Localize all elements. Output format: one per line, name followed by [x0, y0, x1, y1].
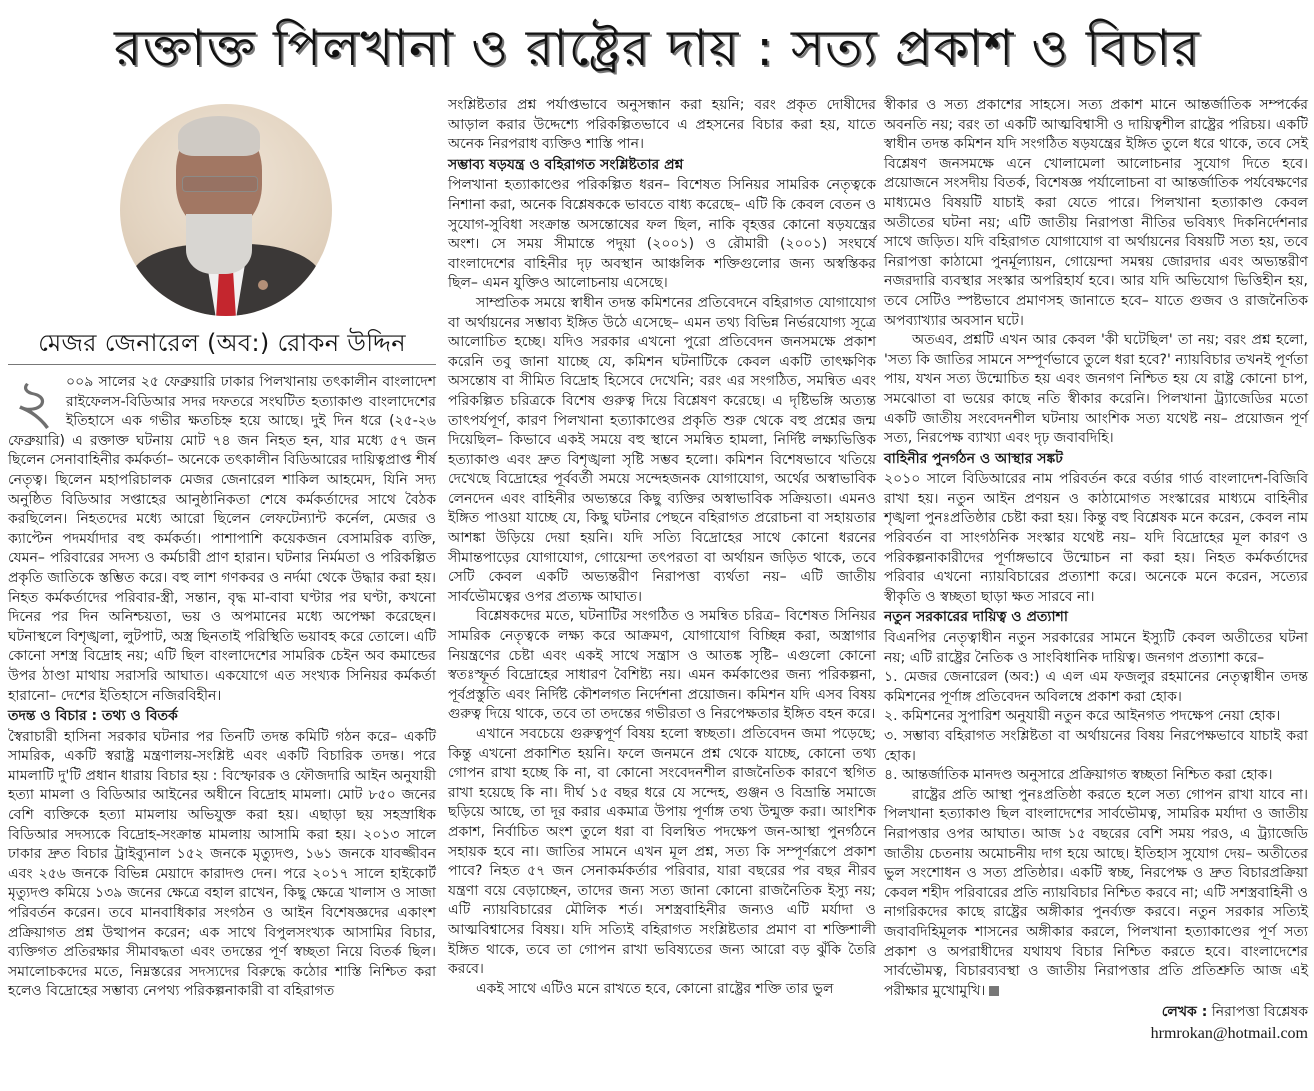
paragraph-analysts: বিশ্লেষকদের মতে, ঘটনাটির সংগঠিত ও সমন্বিত চরিত্র– বিশেষত সিনিয়র সামরিক নেতৃত্বকে লক্ষ্য করে আক্রমণ, যোগাযোগ বিচ্ছিন্ন করা, অস্ত্রাগার নিয়ন্ত্রণের চেষ্টা এবং একই সাথে সন্ত্রাস ও আতঙ্ক সৃষ্টি– এগুলো কোনো স্বতঃস্ফূর্ত বিদ্রোহের সাধারণ বৈশিষ্ট্য নয়। এমন কর্মকাণ্ডের জন্য পরিকল্পনা, পূর্বপ্রস্তুতি এবং নির্দিষ্ট কৌশলগত নির্দেশনা প্রয়োজন। কমিশন যদি এসব বিষয় গুরুত্ব দিয়ে থাকে, তবে তা তদন্তের গভীরতা ও নিরপেক্ষতার ইঙ্গিত বহন করে। [448, 608, 876, 723]
demand-item: ৪. আন্তর্জাতিক মানদণ্ড অনুসারে প্রক্রিয়াগত স্বচ্ছতা নিশ্চিত করা হোক। [884, 767, 1273, 784]
column-3 [884, 96, 1308, 1045]
paragraph-state-strength: একই সাথে এটিও মনে রাখতে হবে, কোনো রাষ্ট্রের শক্তি তার ভুল [476, 980, 834, 997]
demands-list [884, 668, 1308, 786]
column-1 [8, 96, 436, 1002]
subhead-investigation: তদন্ত ও বিচার : তথ্য ও বিতর্ক [8, 708, 178, 725]
author-photo-area [8, 96, 436, 324]
paragraph-continued: সংশ্লিষ্টতার প্রশ্ন পর্যাপ্তভাবে অনুসন্ধান করা হয়নি; বরং প্রকৃত দোষীদের আড়াল করার উদ্দেশ্যে পরিকল্পিতভাবে এ প্রহসনের বিচার করা হয়, যাতে অনেক নিরপরাধ ব্যক্তিও শাস্তি পান। [448, 97, 876, 153]
photo-hair [178, 116, 260, 156]
article-headline: রক্তাক্ত পিলখানা ও রাষ্ট্রের দায় : সত্য প্রকাশ ও বিচার [113, 19, 1201, 77]
subhead-new-government: নতুন সরকারের দায়িত্ব ও প্রত্যাশা [884, 609, 1068, 626]
intro-paragraph [8, 373, 436, 706]
paragraph-investigation: স্বৈরাচারী হাসিনা সরকার ঘটনার পর তিনটি তদন্ত কমিটি গঠন করে– একটি সামরিক, একটি স্বরাষ্ট্র মন্ত্রণালয়-সংশ্লিষ্ট এবং একটি বিচারিক তদন্ত। পরে মামলাটি দু'টি প্রধান ধারায় বিচার হয় : বিস্ফোরক ও ফৌজদারি আইন অনুযায়ী হত্যা মামলা ও বিডিআর আইনের অধীনে বিদ্রোহ মামলা। মোট ৮৫০ জনের বেশি ব্যক্তিকে হত্যা মামলায় অভিযুক্ত করা হয়। এছাড়া ছয় সহস্রাধিক বিডিআর সদস্যকে বিদ্রোহ-সংক্রান্ত মামলায় আসামি করা হয়। ২০১৩ সালে ঢাকার দ্রুত বিচার ট্রাইব্যুনাল ১৫২ জনকে মৃত্যুদণ্ড, ১৬১ জনকে যাবজ্জীবন এবং ২৫৬ জনকে বিভিন্ন মেয়াদে কারাদণ্ড দেন। পরে ২০১৭ সালে হাইকোর্ট মৃত্যুদণ্ড কমিয়ে ১৩৯ জনের ক্ষেত্রে বহাল রাখেন, কিছু ক্ষেত্রে খালাস ও সাজা পরিবর্তন করেন। তবে মানবাধিকার সংগঠন ও আইন বিশেষজ্ঞদের একাংশ প্রক্রিয়াগত প্রশ্ন উত্থাপন করেন; এক সাথে বিপুলসংখ্যক আসামির বিচার, ব্যক্তিগত প্রতিরক্ষার সীমাবদ্ধতা এবং তদন্তের পূর্ণ স্বচ্ছতা নিয়ে বিতর্ক ছিল। সমালোচকদের মতে, নিম্নস্তরের সদস্যদের বিরুদ্ধে কঠোর শাস্তি নিশ্চিত করা হলেও বিদ্রোহের সম্ভাব্য নেপথ্য পরিকল্পনাকারী বা বহিরাগত [8, 728, 436, 1000]
byline-divider [8, 364, 436, 365]
author-email[interactable]: hrmrokan@hotmail.com [1150, 1024, 1308, 1042]
drop-cap: ২ [13, 373, 55, 431]
paragraph-bgb: ২০১০ সালে বিডিআরের নাম পরিবর্তন করে বর্ডার গার্ড বাংলাদেশ-বিজিবি রাখা হয়। নতুন আইন প্রণয়ন ও কাঠামোগত সংস্কারের মাধ্যমে বাহিনীর শৃঙ্খলা পুনঃপ্রতিষ্ঠার চেষ্টা করা হয়। কিন্তু বহু বিশ্লেষক মনে করেন, কেবল নাম পরিবর্তন বা সাংগঠনিক সংস্কার যথেষ্ট নয়– যদি বিদ্রোহের মূল কারণ ও পরিকল্পনাকারীদের পূর্ণাঙ্গভাবে উন্মোচন না করা হয়। নিহত কর্মকর্তাদের পরিবার এখনো ন্যায়বিচারের প্রত্যাশা করে। অনেকে মনে করেন, সত্যের স্বীকৃতি ও স্বচ্ছতা ছাড়া ক্ষত সারবে না। [884, 471, 1308, 605]
demand-item: ৩. সম্ভাব্য বহিরাগত সংশ্লিষ্টতা বা অর্থায়নের বিষয় নিরপেক্ষভাবে যাচাই করা হোক। [884, 728, 1308, 764]
subhead-conspiracy: সম্ভাব্য ষড়যন্ত্র ও বহিরাগত সংশ্লিষ্টতার প্রশ্ন [448, 156, 684, 173]
paragraph-transparency: এখানে সবচেয়ে গুরুত্বপূর্ণ বিষয় হলো স্বচ্ছতা। প্রতিবেদন জমা পড়েছে; কিন্তু এখনো প্রকাশিত হয়নি। ফলে জনমনে প্রশ্ন থেকে যাচ্ছে, কোনো তথ্য গোপন রাখা হচ্ছে কি না, বা কোনো সংবেদনশীল রাজনৈতিক কারণে স্থগিত রাখা হয়েছে কি না। দীর্ঘ ১৫ বছর ধরে যে সন্দেহ, গুঞ্জন ও বিভ্রান্তি সমাজে ছড়িয়ে আছে, তা দূর করার একমাত্র উপায় পূর্ণাঙ্গ তথ্য উন্মুক্ত করা। আংশিক প্রকাশ, নির্বাচিত অংশ তুলে ধরা বা বিলম্বিত পদক্ষেপ জন-আস্থা পুনর্গঠনে সহায়ক হবে না। জাতির সামনে এখন মূল প্রশ্ন, সত্য কি সম্পূর্ণরূপে প্রকাশ পাবে? নিহত ৫৭ জন সেনাকর্মকর্তার পরিবার, যারা বছরের পর বছর নীরব যন্ত্রণা বয়ে বেড়াচ্ছেন, তাদের জন্য সত্য জানা কোনো রাজনৈতিক ইস্যু নয়; এটি ন্যায়বিচারের মৌলিক শর্ত। সশস্ত্রবাহিনীর জন্যও এটি মর্যাদা ও আত্মবিশ্বাসের বিষয়। যদি সত্যিই বহিরাগত সংশ্লিষ্টতার প্রমাণ বা শক্তিশালী ইঙ্গিত থাকে, তবে তা গোপন রাখা ভবিষ্যতের জন্য আরো বড় ঝুঁকি তৈরি করবে। [448, 726, 876, 978]
paragraph-conspiracy: পিলখানা হত্যাকাণ্ডের পরিকল্পিত ধরন– বিশেষত সিনিয়র সামরিক নেতৃত্বকে নিশানা করা, অনেক বিশ্লেষককে ভাবতে বাধ্য করেছে– এটি কি কেবল বেতন ও সুযোগ-সুবিধা সংক্রান্ত অসন্তোষের ফল ছিল, নাকি বৃহত্তর কোনো ষড়যন্ত্রের অংশ। সে সময় সীমান্তে পদুয়া (২০০১) ও রৌমারী (২০০১) সংঘর্ষে বাংলাদেশের বাহিনীর দৃঢ় অবস্থান আঞ্চলিক শক্তিগুলোর জন্য অস্বস্তিকর ছিল– এমন যুক্তিও আলোচনায় এসেছে। [448, 177, 876, 292]
demand-item: ২. কমিশনের সুপারিশ অনুযায়ী নতুন করে আইনগত পদক্ষেপ নেয়া হোক। [884, 708, 1281, 725]
photo-glasses [182, 176, 258, 192]
paragraph-commission: সাম্প্রতিক সময়ে স্বাধীন তদন্ত কমিশনের প্রতিবেদনে বহিরাগত যোগাযোগ বা অর্থায়নের সম্ভাব্য ইঙ্গিত উঠে এসেছে– এমন তথ্য বিভিন্ন নির্ভরযোগ্য সূত্রে আলোচিত হচ্ছে। যদিও সরকার এখনো পুরো প্রতিবেদন জনসমক্ষে প্রকাশ করেনি তবু জানা যাচ্ছে যে, কমিশন ঘটনাটিকে কেবল একটি তাৎক্ষণিক অসন্তোষ বা সীমিত বিদ্রোহ হিসেবে দেখেনি; বরং এর সংগঠিত, সমন্বিত এবং পরিকল্পিত চরিত্রকে বিশেষ গুরুত্ব দিয়ে বিশ্লেষণ করেছে। এ দৃষ্টিভঙ্গি অত্যন্ত তাৎপর্যপূর্ণ, কারণ পিলখানা হত্যাকাণ্ডের প্রকৃতি শুরু থেকে বহু প্রশ্নের জন্ম দিয়েছিল– কিভাবে একই সময়ে বহু স্থানে সমন্বিত হামলা, নির্দিষ্ট লক্ষ্যভিত্তিক হত্যাকাণ্ড এবং দ্রুত বিশৃঙ্খলা সৃষ্টি সম্ভব হলো। কমিশন বিশেষভাবে খতিয়ে দেখেছে বিদ্রোহের পূর্ববর্তী সময়ে সন্দেহজনক যোগাযোগ, অর্থের অস্বাভাবিক লেনদেন এবং বাহিনীর অভ্যন্তরে কিছু ব্যক্তির অস্বাভাবিক সক্রিয়তা। এমনও ইঙ্গিত পাওয়া যাচ্ছে যে, কিছু ঘটনার পেছনে বহিরাগত প্ররোচনা বা সহায়তার আশঙ্কা উড়িয়ে দেয়া হয়নি। যদি সত্যি বিদ্রোহের সাথে কোনো ধরনের সীমান্তপাড়ের যোগাযোগ, গোয়েন্দা তৎপরতা বা অর্থায়ন জড়িত থাকে, তবে সেটি কেবল একটি অভ্যন্তরীণ নিরাপত্তা ব্যর্থতা নয়– এটি জাতীয় সার্বভৌমত্বের ওপর প্রত্যক্ষ আঘাত। [448, 294, 876, 605]
author-byline: মেজর জেনারেল (অব:) রোকন উদ্দিন [38, 329, 406, 357]
paragraph-courage: স্বীকার ও সত্য প্রকাশের সাহসে। সত্য প্রকাশ মানে আন্তর্জাতিক সম্পর্কের অবনতি নয়; বরং তা একটি আত্মবিশ্বাসী ও দায়িত্বশীল রাষ্ট্রের পরিচয়। একটি স্বাধীন তদন্ত কমিশন যদি সংগঠিত ষড়যন্ত্রের ইঙ্গিত তুলে ধরে থাকে, তবে সেই বিশ্লেষণ জনসমক্ষে এনে খোলামেলা আলোচনার সুযোগ দিতে হবে। প্রয়োজনে সংসদীয় বিতর্ক, বিশেষজ্ঞ পর্যালোচনা বা আন্তর্জাতিক পর্যবেক্ষণের মাধ্যমেও বিষয়টি যাচাই করা যেতে পারে। পিলখানা হত্যাকাণ্ড কেবল অতীতের ঘটনা নয়; এটি জাতীয় নিরাপত্তা নীতির ভবিষ্যৎ দিকনির্দেশনার সাথে জড়িত। যদি বহিরাগত যোগাযোগ বা অর্থায়নের বিষয়টি সত্য হয়, তবে নিরাপত্তা কাঠামো পুনর্মূল্যায়ন, গোয়েন্দা সমন্বয় জোরদার এবং অভ্যন্তরীণ নজরদারি ব্যবস্থার সংস্কার অপরিহার্য হবে। আর যদি অভিযোগ ভিত্তিহীন হয়, তবে সেটিও স্পষ্টভাবে প্রমাণসহ জানাতে হবে– যাতে গুজব ও রাজনৈতিক অপব্যাখ্যার অবসান ঘটে। [884, 97, 1308, 329]
paragraph-question: অতএব, প্রশ্নটি এখন আর কেবল 'কী ঘটেছিল' তা নয়; বরং প্রশ্ন হলো, 'সত্য কি জাতির সামনে সম্পূর্ণভাবে তুলে ধরা হবে?' ন্যায়বিচার তখনই পূর্ণতা পায়, যখন সত্য উন্মোচিত হয় এবং জনগণ নিশ্চিত হয় যে রাষ্ট্র কোনো চাপ, সমঝোতা বা ভয়ের কাছে নতি স্বীকার করেনি। পিলখানা ট্র্যাজেডির মতো একটি জাতীয় সংবেদনশীল ঘটনায় আংশিক সত্য যথেষ্ট নয়– প্রয়োজন পূর্ণ সত্য, নিরপেক্ষ ব্যাখ্যা এবং দৃঢ় জবাবদিহি। [884, 332, 1308, 447]
column-2 [448, 96, 876, 999]
intro-text: ০০৯ সালের ২৫ ফেব্রুয়ারি ঢাকার পিলখানায় তৎকালীন বাংলাদেশ রাইফেলস-বিডিআর সদর দফতরে সংঘটিত হত্যাকাণ্ড বাংলাদেশের ইতিহাসে এক গভীর ক্ষতচিহ্ন হয়ে আছে। দুই দিন ধরে (২৫-২৬ ফেব্রুয়ারি) এ রক্তাক্ত ঘটনায় মোট ৭৪ জন নিহত হন, যার মধ্যে ৫৭ জন ছিলেন সেনাবাহিনীর কর্মকর্তা– অনেকে তৎকালীন বিডিআরের দায়িত্বপ্রাপ্ত শীর্ষ নেতৃত্ব। ছিলেন মহাপরিচালক মেজর জেনারেল শাকিল আহমেদ, যিনি সদ্য অনুষ্ঠিত বিডিআর সপ্তাহের আনুষ্ঠানিকতা শেষে কর্মকর্তাদের সাথে বৈঠক করছিলেন। নিহতদের মধ্যে আরো ছিলেন লেফটেন্যান্ট কর্নেল, মেজর ও ক্যাপ্টেন পদমর্যাদার বহু কর্মকর্তা। পাশাপাশি কয়েকজন বেসামরিক ব্যক্তি, যেমন– পরিবারের সদস্য ও কর্মচারী প্রাণ হারান। ঘটনার নির্মমতা ও পরিকল্পিত প্রকৃতি জাতিকে স্তম্ভিত করে। বহু লাশ গণকবর ও নর্দমা থেকে উদ্ধার করা হয়। নিহত কর্মকর্তাদের পরিবার-স্ত্রী, সন্তান, বৃদ্ধ মা-বাবা ঘণ্টার পর ঘণ্টা, কখনো দিনের পর দিন অনিশ্চয়তা, ভয় ও অপমানের মধ্যে অপেক্ষা করেছেন। ঘটনাস্থলে বিশৃঙ্খলা, লুটপাট, অস্ত্র ছিনতাই পরিস্থিতি ভয়াবহ করে তোলে। এটি কোনো সশস্ত্র বিদ্রোহ নয়; এটি ছিল বাংলাদেশের সামরিক চেইন অব কমান্ডের উপর ঠাণ্ডা মাথায় সরাসরি আঘাত। একযোগে এত সংখ্যক সিনিয়র কর্মকর্তা হারানো– দেশের ইতিহাসে নজিরবিহীন। [8, 374, 437, 704]
signoff-label: লেখক : [1161, 1004, 1208, 1021]
author-photo [120, 104, 332, 316]
subhead-reorganization: বাহিনীর পুনর্গঠন ও আস্থার সঙ্কট [884, 450, 1063, 467]
conclusion-text: রাষ্ট্রের প্রতি আস্থা পুনঃপ্রতিষ্ঠা করতে হলে সত্য গোপন রাখা যাবে না। পিলখানা হত্যাকাণ্ড ছিল বাংলাদেশের সার্বভৌমত্ব, সামরিক মর্যাদা ও জাতীয় নিরাপত্তার ওপর আঘাত। আজ ১৫ বছরের বেশি সময় পরও, এ ট্র্যাজেডি জাতীয় চেতনায় অমোচনীয় দাগ হয়ে আছে। ইতিহাস সুযোগ দেয়– অতীতের ভুল সংশোধন ও সত্য প্রতিষ্ঠার। একটি স্বচ্ছ, নিরপেক্ষ ও দ্রুত বিচারপ্রক্রিয়া কেবল শহীদ পরিবারের প্রতি ন্যায়বিচার নিশ্চিত করবে না; এটি সশস্ত্রবাহিনী ও নাগরিকদের কাছে রাষ্ট্রের অঙ্গীকার পুনর্ব্যক্ত করবে। নতুন সরকার সত্যিই জবাবদিহিমূলক শাসনের অঙ্গীকার করলে, পিলখানা হত্যাকাণ্ডের পূর্ণ সত্য প্রকাশ ও অপরাধীদের যথাযথ বিচার নিশ্চিত করতে হবে। বাংলাদেশের সার্বভৌমত্ব, বিচারব্যবস্থা ও জাতীয় নিরাপত্তার প্রতি প্রতিশ্রুতি আজ এই পরীক্ষার মুখোমুখি। [884, 786, 1308, 999]
paragraph-conclusion [884, 786, 1308, 1002]
article-columns [0, 96, 1314, 1045]
photo-beard [186, 214, 252, 274]
photo-lapel-pin [258, 280, 268, 290]
signoff-role: নিরাপত্তা বিশ্লেষক [1211, 1004, 1308, 1021]
end-mark-icon [989, 986, 999, 996]
demand-item: ১. মেজর জেনারেল (অব:) এ এল এম ফজলুর রহমানের নেতৃত্বাধীন তদন্ত কমিশনের পূর্ণাঙ্গ প্রতিবেদন অবিলম্বে প্রকাশ করা হোক। [884, 669, 1308, 705]
paragraph-expectations: বিএনপির নেতৃত্বাধীন নতুন সরকারের সামনে ইস্যুটি কেবল অতীতের ঘটনা নয়; এটি রাষ্ট্রের নৈতিক ও সাংবিধানিক দায়িত্ব। জনগণ প্রত্যাশা করে– [884, 630, 1308, 666]
author-signoff [884, 1003, 1308, 1023]
